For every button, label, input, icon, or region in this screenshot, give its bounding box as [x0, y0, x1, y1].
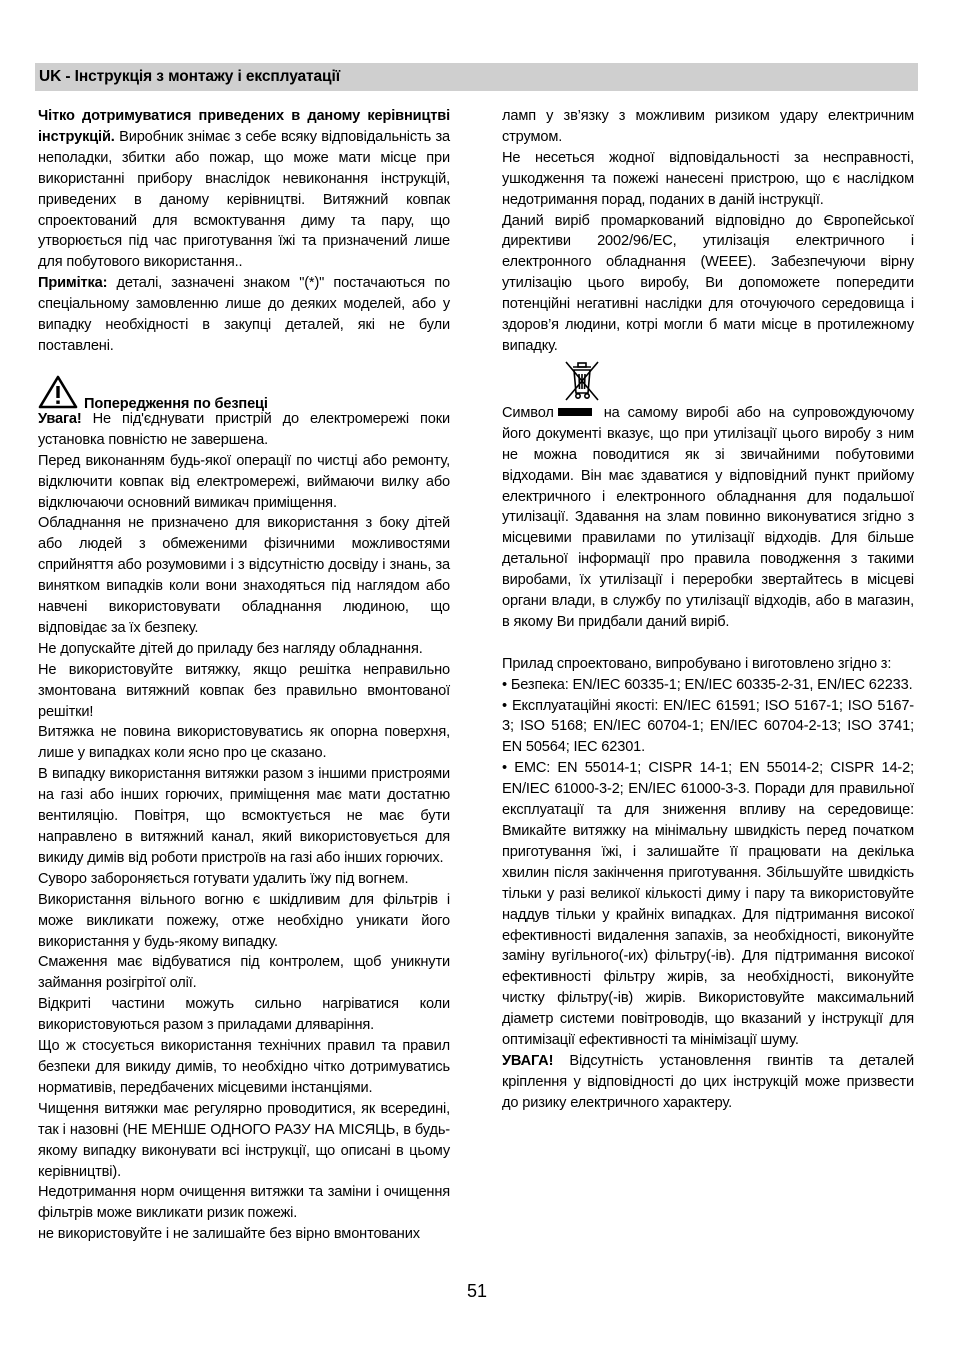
left-column [38, 106, 450, 1245]
final-warning-paragraph [502, 1051, 914, 1114]
left-paragraph-2: Обладнання не призначено для використання з боку дітей або людей з обмеженими фізичними можливостями сприйняття або розумовими і з відсутністю досвіду і знань, за винятком випадків коли вони знаходяться під наглядом або навчені використовувати обладнання людиною, що відповідає за їх безпеку. [38, 515, 450, 636]
left-paragraph-12: Чищення витяжки має регулярно проводитися, як всередині, так і назовні (НЕ МЕНШЕ ОДНОГО РАЗУ НА МІСЯЦЬ, в будь-якому випадку виконувати всі інструкції, що описані в цьому керівництві). [38, 1100, 450, 1180]
right-paragraph-1: ламп у зв’язку з можливим ризиком удару електричним струмом. [502, 108, 914, 145]
page-number: 51 [466, 1281, 488, 1301]
caution-text: Не під'єднувати пристрій до електромережі поки установка повністю не завершена. [38, 410, 450, 448]
section-title: UK - Інструкція з монтажу і експлуатації [39, 68, 340, 85]
black-bar-symbol [558, 408, 592, 416]
intro-bold: Чітко дотримуватися приведених в даному керівництві інструкцій. [38, 108, 450, 145]
final-warning-text: Відсутність установлення гвинтів та деталей кріплення у відповідності до цих інструкцій може призвести до ризику електричного характеру. [502, 1052, 914, 1111]
warning-triangle-icon [38, 375, 78, 409]
left-paragraph-4: Не використовуйте витяжку, якщо решітка неправильно змонтована витяжний ковпак без правильно вмонтованої решітки! [38, 661, 450, 720]
caution-label: Увага! [38, 410, 82, 427]
symbol-word: Символ [502, 404, 554, 421]
left-paragraph-11: Що ж стосується використання технічних правил та правил безпеки для викиду димів, то необхідно чітко дотримуватись нормативів, передбачених місцевими інстанціями. [38, 1038, 450, 1096]
right-paragraph-2: Не несеться жодної відповідальності за несправності, ушкодження та пожежі нанесені пристрою, що є наслідком недотримання порад, поданих в даній інструкції. [502, 149, 914, 208]
left-paragraph-3: Не допускайте дітей до приладу без нагляду обладнання. [38, 640, 423, 657]
compliance-performance: • Експлуатаційні якості: EN/IEC 61591; ISO 5167-1; ISO 5167-3; ISO 5168; EN/IEC 60704-1; EN/IEC 60704-2-13; ISO 3741; EN 50564; IEC 62301. [502, 697, 914, 756]
intro-paragraph [38, 106, 450, 273]
note-label: Примітка: [38, 275, 108, 292]
section-header [35, 63, 918, 91]
left-paragraph-10: Відкриті частини можуть сильно нагріватися коли використовуються разом з приладами дляваріння. [38, 996, 450, 1034]
compliance-safety: • Безпека: EN/IEC 60335-1; EN/IEC 60335-2-31, EN/IEC 62233. [502, 676, 913, 693]
right-column [502, 106, 914, 1114]
symbol-paragraph [502, 403, 914, 633]
compliance-emc: • EMC: EN 55014-1; CISPR 14-1; EN 55014-2; CISPR 14-2; EN/IEC 61000-3-2; EN/IEC 61000-3-3. Поради для правильної експлуатації та для зниження впливу на середовище: Вмикайте витяжку на мінімальну швидкість перед початком приготування їжі, і залишайте її працювати на декілька хвилин після закінчення приготування. Збільшуйте швидкість тільки у разі великої кількості диму і пару та використовуйте наддув тільки у крайніх випадках. Для підтримання високої ефективності видалення запахів, за необхідності, виконуйте заміну вугільного(-их) фільтру(-ів). Для підтримання високої ефективності фільтру жирів, за необхідності, виконуйте чистку фільтру(-ів) жирів. Використовуйте максимальний діаметр системи повітроводів, що вказаний у інструкції для оптимізації ефективності та мінімізації шуму. [502, 760, 914, 1049]
note-text: деталі, зазначені знаком "(*)" постачаються по спеціальному замовленню лише до деяких моделей, або у випадку необхідності в закупці деталей, які не були поставлені. [38, 275, 450, 354]
crossed-out-bin-icon [560, 359, 604, 403]
right-paragraph-3: Даний виріб промаркований відповідно до Європейської директиви 2002/96/ЕС, утилізація електричного і електронного обладнання (WEEE). Забезпечуючи вірну утилізацію цього виробу, Ви допоможете попередити потенційні негативні наслідки для оточуючого середовища і здоров’я людини, котрі могли б мати місце в протилежному випадку. [502, 212, 914, 354]
final-warning-label: УВАГА! [502, 1052, 554, 1069]
weee-symbol-area [502, 359, 914, 403]
left-paragraph-13: Недотримання норм очищення витяжки та заміни і очищення фільтрів може викликати ризик пожежі. [38, 1184, 450, 1222]
note-paragraph [38, 273, 450, 357]
left-paragraph-6: В випадку використання витяжки разом з іншими пристроями на газі або інших горючих, приміщення має мати достатню вентиляцію. Повітря, що всмоктується не має бути направлено в витяжний канал, який використовується для викиду димів від роботи пристроїв на газі або інших горючих. [38, 766, 450, 866]
compliance-intro: Прилад спроектовано, випробувано і виготовлено згідно з: [502, 655, 892, 672]
left-paragraph-14: не використовуйте і не залишайте без вірно вмонтованих [38, 1226, 420, 1243]
left-paragraph-1: Перед виконанням будь-якої операції по чистці або ремонту, відключити ковпак від електромережі, виймаючи вилку або відключаючи основний вимикач приміщення. [38, 452, 450, 511]
left-paragraph-7: Суворо забороняється готувати удалить їжу під вогнем. [38, 870, 409, 887]
intro-text: Виробник знімає з себе всяку відповідальність за неполадки, збитки або пожар, що може мати місце при використанні прибору внаслідок невиконання інструкцій, приведених в даному керівництві. Витяжний ковпак спроектований для всмоктування диму та пару, що утворюється під час приготування їжі та призначений лише для побутового використання.. [38, 128, 450, 271]
left-paragraph-8: Використання вільного вогню є шкідливим для фільтрів і може викликати пожежу, отже необхідно уникати його використання у будь-якому випадку. [38, 891, 450, 950]
left-paragraph-9: Смаження має відбуватися під контролем, щоб уникнути займання розігрітої олії. [38, 954, 450, 992]
caution-paragraph [38, 409, 450, 451]
symbol-text: на самому виробі або на супровождуючому його документі вказує, що при утилізації цього виробу з ним не можна поводитися як зі звичайними побутовими відходами. Він має здаватися у відповідний пункт прийому електричного і електронного обладнання для подальшої утилізації. Здавання на злам повинно виконуватися згідно з місцевими правилами по утилізації відходів. Для більше детальної інформації про правила поводження з такими виробами, їх утилізації і переробки звертайтесь в місцеві органи влади, в службу по утилізації відходів, або в магазин, в якому Ви придбали даний виріб. [502, 404, 914, 630]
safety-warning-title: Попередження по безпеці [84, 395, 268, 412]
left-paragraph-5: Витяжка не повина використовуватись як опорна поверхня, лише у випадках коли ясно про це сказано. [38, 724, 450, 762]
safety-warning-heading [38, 377, 450, 412]
